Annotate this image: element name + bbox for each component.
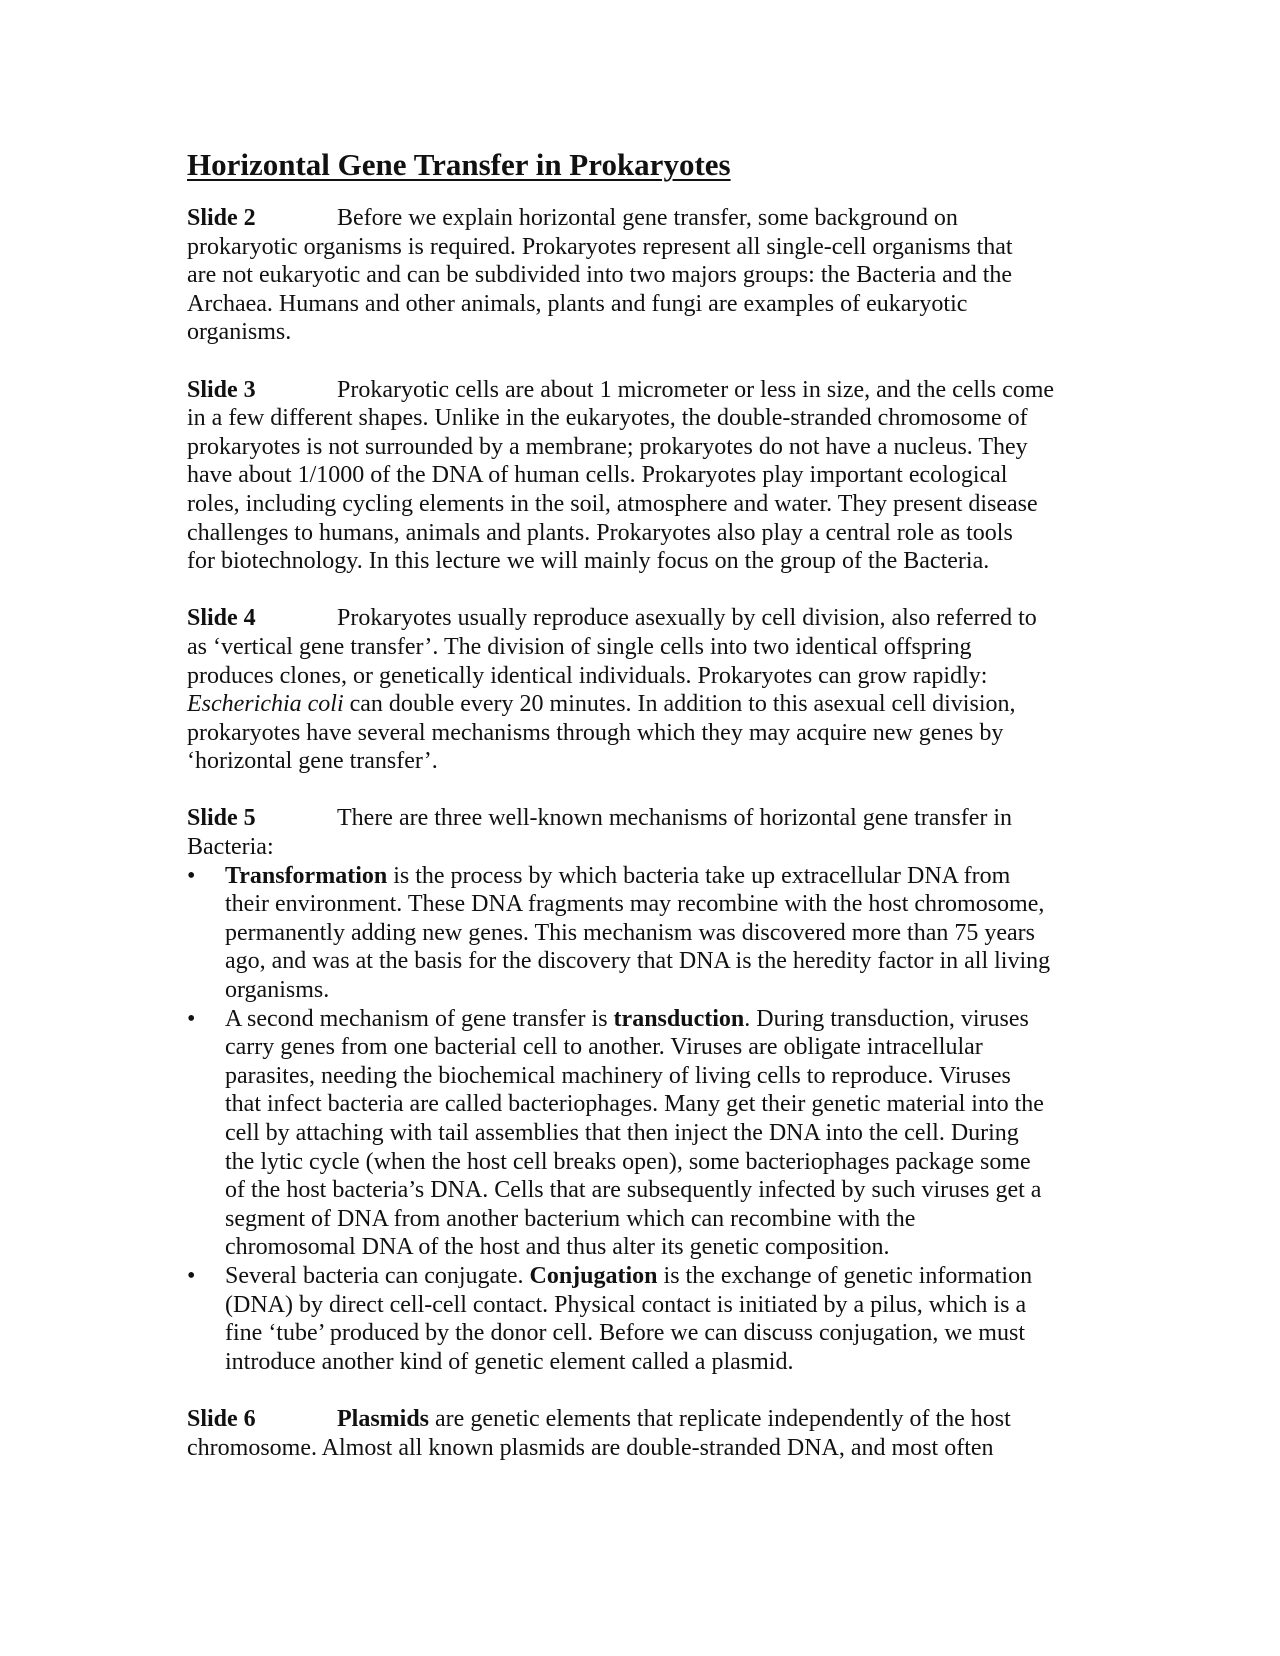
slide-2-text: Before we explain horizontal gene transfer, some background on prokaryotic organisms is required. Prokaryotes represent all single-cell organisms that are not eukaryotic and can be subdivided into two majors groups: the Bacteria and the Archaea. Humans and other animals, plants and fungi are examples of eukaryotic organisms. — [187, 205, 1013, 346]
list-item-transformation — [187, 862, 1092, 1005]
slide-4-text-before: Prokaryotes usually reproduce asexually by cell division, also referred to as ‘vertical gene transfer’. The division of single cells into two identical offspring produces clones, or genetically identical individuals. Prokaryotes can grow rapidly: — [187, 605, 1037, 689]
list-item-transduction — [187, 1005, 1092, 1262]
slide-2-paragraph — [187, 204, 1092, 347]
term-transduction: transduction — [613, 1005, 745, 1032]
bullet-2-before: A second mechanism of gene transfer is — [225, 1005, 614, 1032]
slide-3-label: Slide 3 — [187, 376, 256, 403]
bullet-icon: • — [187, 862, 196, 889]
document-page — [187, 146, 1092, 1491]
slide-5-text: There are three well-known mechanisms of horizontal gene transfer in Bacteria: — [187, 805, 1013, 861]
slide-6-label: Slide 6 — [187, 1405, 256, 1432]
bullet-2-after: . During transduction, viruses carry genes from one bacterial cell to another. Viruses are obligate intracellular parasites, needing the biochemical machinery of living cells to reproduce. Viruses that infect bacteria are called bacteriophages. Many get their genetic material into the cell by attaching with tail assemblies that then inject the DNA into the cell. During the lytic cycle (when the host cell breaks open), some bacteriophages package some of the host bacteria’s DNA. Cells that are subsequently infected by such viruses get a segment of DNA from another bacterium which can recombine with the chromosomal DNA of the host and thus alter its genetic composition. — [225, 1005, 1044, 1261]
document-title: Horizontal Gene Transfer in Prokaryotes — [187, 147, 731, 182]
slide-6-paragraph — [187, 1405, 1092, 1462]
term-transformation: Transformation — [225, 862, 388, 889]
bullet-3-before: Several bacteria can conjugate. — [225, 1262, 530, 1289]
term-plasmids: Plasmids — [337, 1405, 430, 1432]
slide-4-label: Slide 4 — [187, 605, 256, 632]
slide-6-text: are genetic elements that replicate independently of the host chromosome. Almost all known plasmids are double-stranded DNA, and most often — [187, 1405, 1011, 1461]
bullet-3-after: is the exchange of genetic information (DNA) by direct cell-cell contact. Physical contact is initiated by a pilus, which is a fine ‘tube’ produced by the donor cell. Before we can discuss conjugation, we must introduce another kind of genetic element called a plasmid. — [225, 1262, 1033, 1375]
bullet-1-after: is the process by which bacteria take up extracellular DNA from their environment. These DNA fragments may recombine with the host chromosome, permanently adding new genes. This mechanism was discovered more than 75 years ago, and was at the basis for the discovery that DNA is the heredity factor in all living organisms. — [225, 862, 1051, 1004]
slide-3-paragraph — [187, 376, 1092, 576]
term-conjugation: Conjugation — [529, 1262, 658, 1289]
bullet-icon: • — [187, 1262, 196, 1289]
slide-4-species-name: Escherichia coli — [187, 691, 344, 718]
slide-4-text-after: can double every 20 minutes. In addition to this asexual cell division, prokaryotes have several mechanisms through which they may acquire new genes by ‘horizontal gene transfer’. — [187, 691, 1016, 775]
mechanisms-list — [187, 862, 1092, 1377]
bullet-icon: • — [187, 1005, 196, 1032]
slide-5-intro — [187, 804, 1092, 861]
list-item-conjugation — [187, 1262, 1092, 1376]
slide-2-label: Slide 2 — [187, 205, 256, 231]
slide-3-text: Prokaryotic cells are about 1 micrometer or less in size, and the cells come in a few different shapes. Unlike in the eukaryotes, the double-stranded chromosome of prokaryotes is not surrounded by a membrane; prokaryotes do not have a nucleus. They have about 1/1000 of the DNA of human cells. Prokaryotes play important ecological roles, including cycling elements in the soil, atmosphere and water. They present disease challenges to humans, animals and plants. Prokaryotes also play a central role as tools for biotechnology. In this lecture we will mainly focus on the group of the Bacteria. — [187, 376, 1055, 575]
slide-5-label: Slide 5 — [187, 805, 256, 832]
slide-4-paragraph — [187, 604, 1092, 776]
